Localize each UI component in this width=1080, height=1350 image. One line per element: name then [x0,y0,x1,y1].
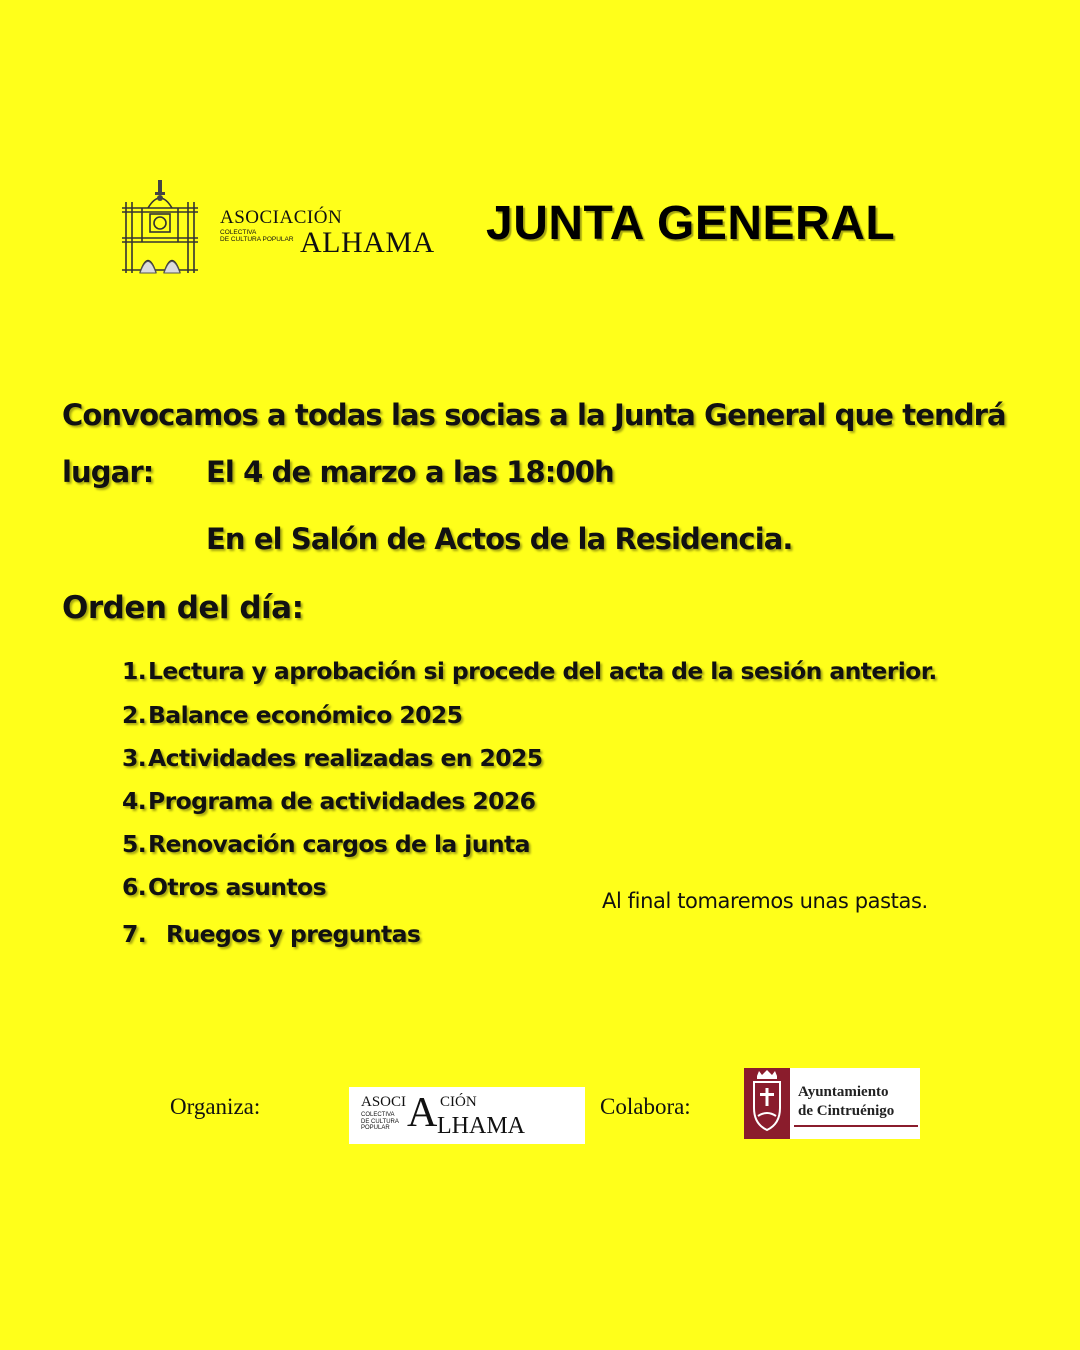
organizer-logo-part3: LHAMA [437,1113,525,1139]
agenda-item-text: Lectura y aprobación si procede del acta de la sesión anterior. [148,657,937,685]
agenda-item-number: 5. [122,830,147,858]
organizer-logo-small-line: POPULAR [361,1125,390,1131]
agenda-item-text: Actividades realizadas en 2025 [148,744,543,772]
agenda-item-text: Balance económico 2025 [148,701,463,729]
logo-colectiva-line: COLECTIVA [220,229,257,236]
association-emblem-icon [118,178,202,288]
agenda-item [122,873,326,901]
page-title: JUNTA GENERAL [486,197,896,250]
collaborator-logo-divider [794,1125,918,1127]
agenda-item [122,701,462,729]
meeting-place: En el Salón de Actos de la Residencia. [206,522,793,556]
agenda-item-text: Renovación cargos de la junta [148,830,530,858]
town-crest-icon [744,1068,790,1139]
agenda-title: Orden del día: [62,590,304,626]
logo-asociacion-text: ASOCIACIÓN [220,207,343,228]
collaborator-name-line2: de Cintruénigo [798,1103,895,1119]
meeting-date: El 4 de marzo a las 18:00h [206,455,614,489]
closing-note: Al final tomaremos unas pastas. [602,889,928,913]
collaborator-logo [744,1068,920,1139]
agenda-item [122,787,535,815]
organizer-logo [349,1087,585,1144]
collaborator-name-line1: Ayuntamiento [798,1084,889,1100]
agenda-item-number: 7. [122,920,147,948]
agenda-item-number: 6. [122,873,147,901]
organizer-logo-big-a: A [407,1090,438,1136]
agenda-item [122,830,530,858]
organizer-logo-part1: ASOCI [361,1094,407,1110]
organizer-logo-small-line: COLECTIVA [361,1112,395,1118]
agenda-item [122,744,543,772]
logo-alhama-text: ALHAMA [300,226,435,259]
agenda-item-number: 1. [122,657,147,685]
agenda-item-number: 4. [122,787,147,815]
agenda-item-text: Otros asuntos [148,873,326,901]
agenda-item-text: Ruegos y preguntas [166,920,421,948]
agenda-item-text: Programa de actividades 2026 [148,787,536,815]
organizer-logo-small-line: DE CULTURA [361,1118,399,1125]
colabora-label: Colabora: [600,1094,691,1119]
intro-line-1: Convocamos a todas las socias a la Junta General que tendrá [62,398,1006,432]
logo-cultura-line: DE CULTURA POPULAR [220,236,294,243]
agenda-item [122,920,420,948]
agenda-item-number: 3. [122,744,147,772]
agenda-item-number: 2. [122,701,147,729]
intro-line-2: lugar: [62,455,154,489]
organizer-logo-part2: CIÓN [440,1094,477,1110]
agenda-item [122,657,937,685]
organiza-label: Organiza: [170,1094,261,1119]
